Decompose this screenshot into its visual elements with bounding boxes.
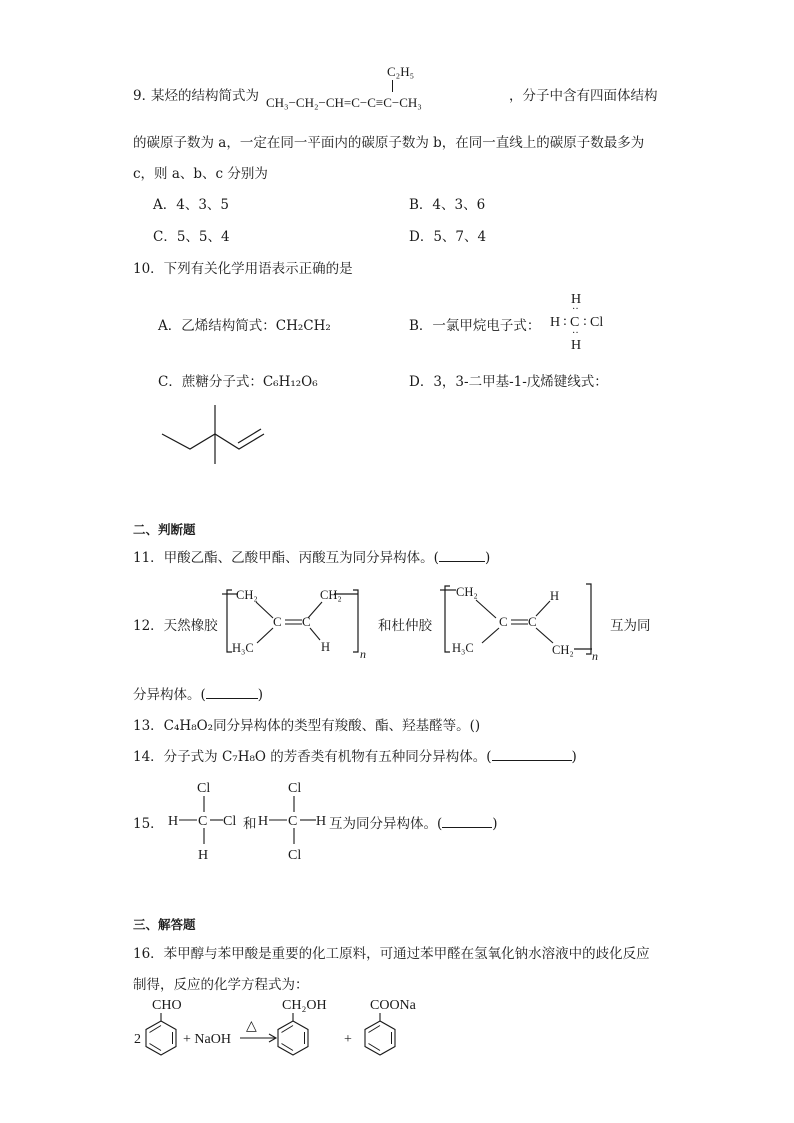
q15-structure-2: [258, 776, 330, 864]
section-3-title: 三、解答题: [133, 917, 196, 932]
q10-option-a: A．乙烯结构简式：CH₂CH₂: [158, 318, 331, 334]
q10-dot-c: C: [570, 315, 580, 330]
nr-n: n: [360, 647, 366, 661]
q10-dot-pair-right: :: [583, 314, 587, 329]
q12-close: ): [257, 687, 264, 703]
gp-h: H: [550, 589, 560, 603]
q11-text: [133, 546, 490, 566]
s2-h-left: H: [258, 814, 269, 829]
gp-h3c: H₃C: [452, 641, 474, 655]
eq-benzene-ring-1: [146, 1021, 176, 1055]
q14-answer-blank[interactable]: [492, 746, 572, 761]
q13-text: 13．C₄H₈O₂同分异构体的类型有羧酸、酯、羟基醛等。(): [133, 718, 481, 734]
q12-gutta-percha-structure: [440, 580, 605, 662]
nr-c-left: C: [273, 614, 282, 629]
q10-dot-pair-bottom: ··: [572, 328, 579, 339]
q9-option-c: C．5、5、4: [153, 229, 230, 245]
nr-bond-c-h: [310, 628, 320, 640]
q10-skeletal-formula: [158, 402, 273, 468]
q9-lead-text: 某烃的结构简式为: [151, 88, 259, 104]
q15-and: 和: [243, 816, 257, 832]
q11-close: ): [484, 550, 491, 566]
bracket-right: [353, 590, 358, 652]
q10-stem: 10．下列有关化学用语表示正确的是: [133, 261, 353, 277]
eq-ch2oh: CH₂OH: [282, 998, 327, 1013]
q10-dot-h-top: H: [571, 292, 582, 307]
nr-ch2-right: CH₂: [320, 588, 342, 602]
gp-c-left: C: [499, 614, 508, 629]
s2-cl-bottom: Cl: [288, 848, 302, 863]
gp-ch2-left: CH₂: [456, 585, 478, 599]
q12-natural-rubber-structure: [222, 580, 372, 662]
gp-bond-c-h: [536, 601, 550, 616]
q15-number: 15．: [133, 816, 164, 832]
s2-cl-top: Cl: [288, 781, 302, 796]
eq-benzene-ring-2: [278, 1021, 308, 1055]
eq-heat-symbol: △: [246, 1019, 257, 1034]
q10-dot-h-bottom: H: [571, 338, 582, 352]
q11-answer-blank[interactable]: [439, 547, 485, 562]
q9-option-b: B．4、3、6: [409, 197, 486, 213]
bracket-left: [445, 586, 450, 652]
q9-formula-main: CH₃−CH₂−CH=C−C≡C−CH₃: [266, 95, 422, 110]
gp-bond-ch2-c: [476, 600, 496, 618]
q9-substituent-bond: [392, 80, 393, 92]
q12-answer-blank[interactable]: [206, 684, 258, 699]
q10-option-b-label: B．一氯甲烷电子式：: [409, 318, 541, 334]
section-2-title: 二、判断题: [133, 522, 196, 537]
q9-line2: 的碳原子数为 a，一定在同一平面内的碳原子数为 b，在同一直线上的碳原子数最多为: [133, 135, 645, 151]
gp-ch2-right: CH₂: [552, 643, 574, 657]
q11-stem: 11．甲酸乙酯、乙酸甲酯、丙酸互为同分异构体。(: [133, 550, 439, 566]
q10-dot-pair-top: ··: [572, 304, 579, 315]
nr-ch2-left: CH₂: [236, 588, 258, 602]
q15-answer-blank[interactable]: [442, 813, 492, 828]
q14-text: [133, 745, 577, 765]
q14-close: ): [571, 749, 577, 765]
s1-h-bottom: H: [198, 848, 209, 863]
q9-substituent: C₂H₅: [387, 64, 415, 79]
s1-cl-top: Cl: [197, 781, 211, 796]
bracket-right: [586, 584, 591, 654]
q15-tail: 互为同分异构体。(: [329, 816, 443, 832]
q10-dot-pair-left: :: [563, 314, 567, 329]
s1-cl-right: Cl: [223, 814, 237, 829]
eq-benzene-ring-3: [365, 1021, 395, 1055]
q9-option-d: D．5、7、4: [409, 229, 487, 245]
q16-line2: 制得，反应的化学方程式为：: [133, 977, 309, 993]
eq-coefficient: 2: [134, 1032, 141, 1047]
nr-h3c: H₃C: [232, 641, 254, 655]
q9-number: 9．: [133, 88, 156, 104]
q16-line1: 16．苯甲醇与苯甲酸是重要的化工原料，可通过苯甲醛在氢氧化钠水溶液中的歧化反应: [133, 946, 650, 962]
nr-bond-ch2-c: [256, 602, 273, 618]
nr-h: H: [321, 640, 331, 654]
q15-close: ): [492, 816, 498, 832]
q9-option-a: A．4、3、5: [153, 197, 230, 213]
gp-bond-c-ch2: [536, 628, 553, 643]
q9-line3: c，则 a、b、c 分别为: [133, 166, 268, 182]
s2-c: C: [288, 814, 298, 829]
q15-structure-1: [166, 776, 242, 864]
gp-bond-c-h3c: [482, 628, 499, 643]
eq-cho: CHO: [152, 998, 182, 1013]
q10-option-c: C．蔗糖分子式：C₆H₁₂O₆: [158, 374, 318, 390]
q12-line2: [133, 683, 263, 703]
q15-text: [329, 812, 498, 832]
q12-lead: 12．天然橡胶: [133, 618, 218, 634]
q10-option-d: D．3，3-二甲基-1-戊烯键线式：: [409, 374, 608, 390]
q10-dot-h-left: H: [550, 315, 561, 330]
q12-tail: 互为同: [610, 618, 651, 634]
skeletal-double-bond: [238, 429, 261, 443]
nr-bond-c-h3c: [257, 628, 273, 643]
eq-coona: COONa: [370, 998, 416, 1013]
q12-mid: 和杜仲胶: [378, 618, 432, 634]
q14-stem: 14．分子式为 C₇H₈O 的芳香类有机物有五种同分异构体。(: [133, 749, 492, 765]
s1-c: C: [198, 814, 208, 829]
gp-c-right: C: [528, 614, 537, 629]
eq-naoh: + NaOH: [183, 1032, 231, 1047]
q10-dot-cl: Cl: [590, 315, 604, 330]
nr-c-right: C: [302, 614, 311, 629]
s1-h-left: H: [168, 814, 179, 829]
q16-reaction-equation: [130, 992, 450, 1062]
eq-plus: +: [344, 1032, 352, 1047]
s2-h-right: H: [316, 814, 327, 829]
q9-tail-text: ，分子中含有四面体结构: [509, 88, 658, 104]
q10-electron-dot-formula: [548, 288, 618, 352]
q12-line2-text: 分异构体。(: [133, 687, 206, 703]
gp-n: n: [592, 649, 598, 662]
